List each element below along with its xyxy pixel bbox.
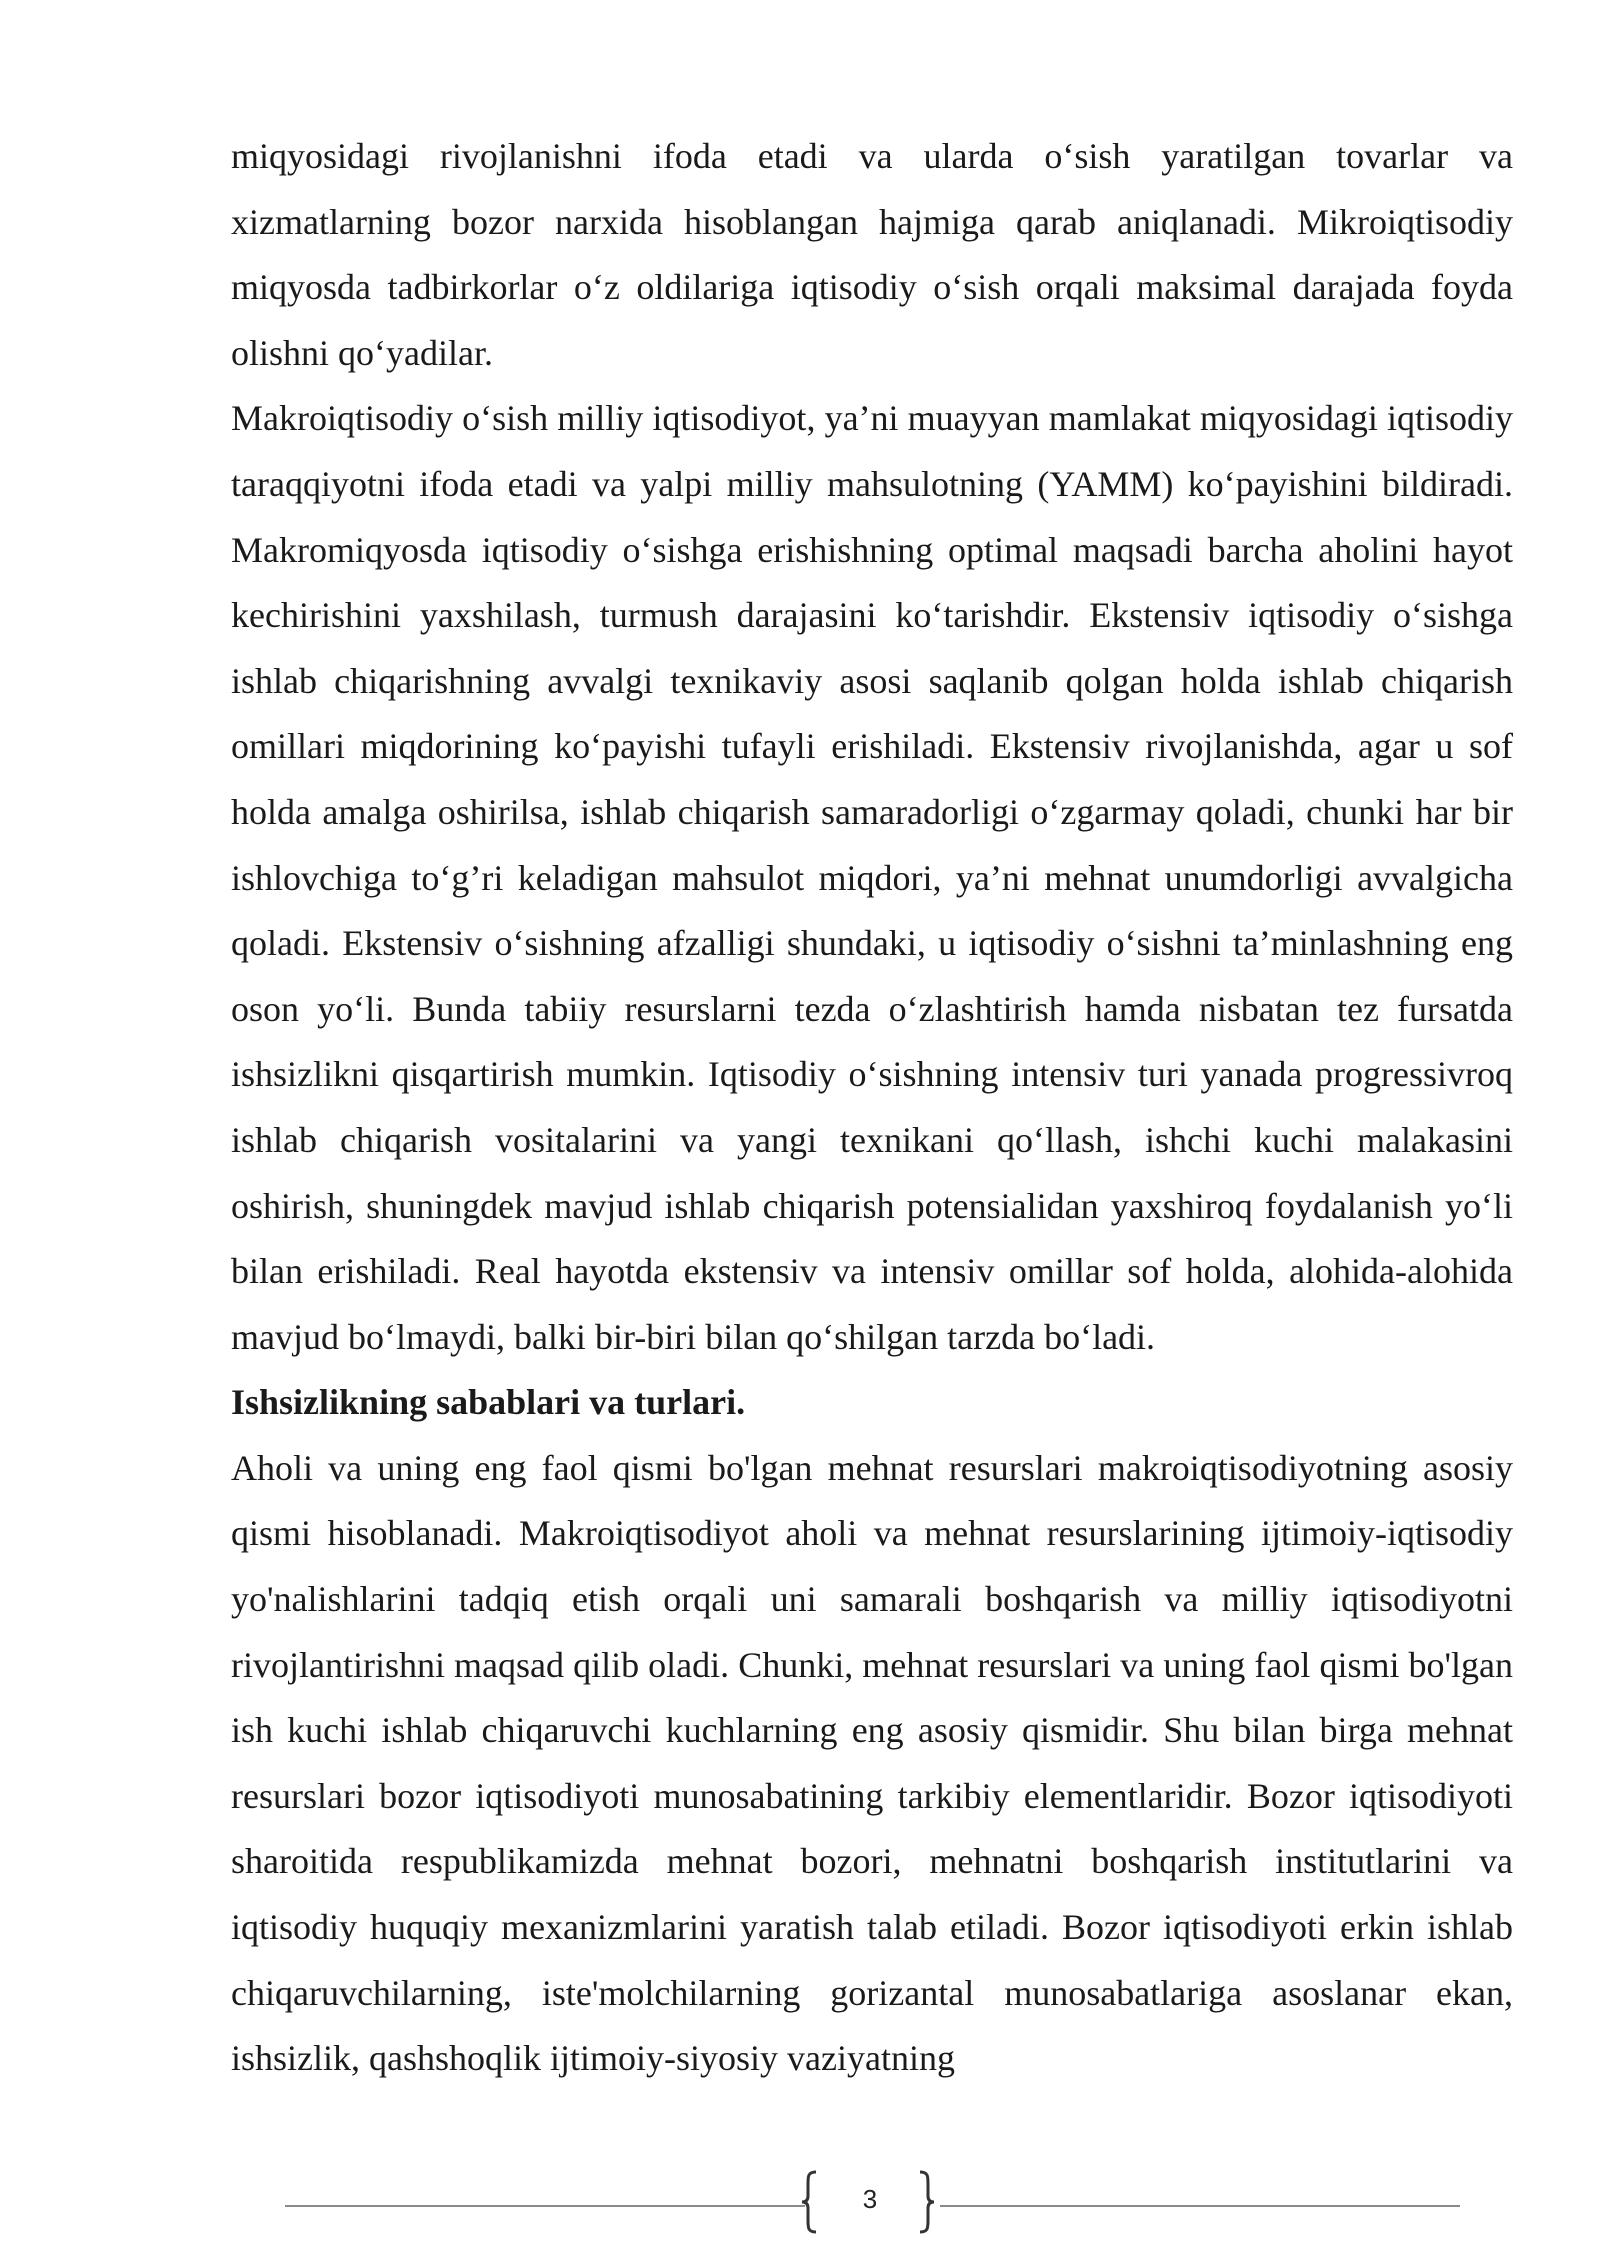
page-number: 3	[862, 2184, 878, 2214]
footer-rule-right	[940, 2205, 1460, 2207]
footer-rule-left	[285, 2205, 805, 2207]
section-heading: Ishsizlikning sabablari va turlari.	[231, 1382, 746, 1423]
paragraph-unemployment: Aholi va uning eng faol qismi bo'lgan mehnat resurslari makroiqtisodiyotning asosiy qismi hisoblanadi. Makroiqtisodiyot aholi va mehnat resurslarining ijtimoiy-iqtisodiy yo'nalishlarini tadqiq etish orqali uni samarali boshqarish va milliy iqtisodiyotni rivojlantirishni maqsad qilib oladi. Chunki, mehnat resurslari va uning faol qismi bo'lgan ish kuchi ishlab chiqaruvchi kuchlarning eng asosiy qismidir. Shu bilan birga mehnat resurslari bozor iqtisodiyoti munosabatining tarkibiy elementlaridir. Bozor iqtisodiyoti sharoitida respublikamizda mehnat bozori, mehnatni boshqarish institutlarini va iqtisodiy huquqiy mexanizmlarini yaratish talab etiladi. Bozor iqtisodiyoti erkin ishlab chiqaruvchilarning, iste'molchilarning gorizantal munosabatlariga asoslanar ekan, ishsizlik, qashshoqlik ijtimoiy-siyosiy vaziyatning	[231, 1447, 1513, 2079]
page-body	[231, 124, 1513, 2092]
right-brace-icon	[916, 2170, 936, 2234]
paragraph-economic-growth-intro: miqyosidagi rivojlanishni ifoda etadi va ularda o‘sish yaratilgan tovarlar va xizmatlarning bozor narxida hisoblangan hajmiga qarab aniqlanadi. Mikroiqtisodiy miqyosda tadbirkorlar o‘z oldilariga iqtisodiy o‘sish orqali maksimal darajada foyda olishni qo‘yadilar.	[231, 136, 1513, 373]
paragraph-macroeconomic-growth: Makroiqtisodiy o‘sish milliy iqtisodiyot, ya’ni muayyan mamlakat miqyosidagi iqtisodiy taraqqiyotni ifoda etadi va yalpi milliy mahsulotning (YAMM) ko‘payishini bildiradi. Makromiqyosda iqtisodiy o‘sishga erishishning optimal maqsadi barcha aholini hayot kechirishini yaxshilash, turmush darajasini ko‘tarishdir. Ekstensiv iqtisodiy o‘sishga ishlab chiqarishning avvalgi texnikaviy asosi saqlanib qolgan holda ishlab chiqarish omillari miqdorining ko‘payishi tufayli erishiladi. Ekstensiv rivojlanishda, agar u sof holda amalga oshirilsa, ishlab chiqarish samaradorligi o‘zgarmay qoladi, chunki har bir ishlovchiga to‘g’ri keladigan mahsulot miqdori, ya’ni mehnat unumdorligi avvalgicha qoladi. Ekstensiv o‘sishning afzalligi shundaki, u iqtisodiy o‘sishni ta’minlashning eng oson yo‘li. Bunda tabiiy resurslarni tezda o‘zlashtirish hamda nisbatan tez fursatda ishsizlikni qisqartirish mumkin. Iqtisodiy o‘sishning intensiv turi yanada progressivroq ishlab chiqarish vositalarini va yangi texnikani qo‘llash, ishchi kuchi malakasini oshirish, shuningdek mavjud ishlab chiqarish potensialidan yaxshiroq foydalanish yo‘li bilan erishiladi. Real hayotda ekstensiv va intensiv omillar sof holda, alohida-alohida mavjud bo‘lmaydi, balki bir-biri bilan qo‘shilgan tarzda bo‘ladi.	[231, 398, 1513, 1357]
left-brace-icon	[800, 2170, 820, 2234]
page-footer	[0, 2170, 1600, 2240]
